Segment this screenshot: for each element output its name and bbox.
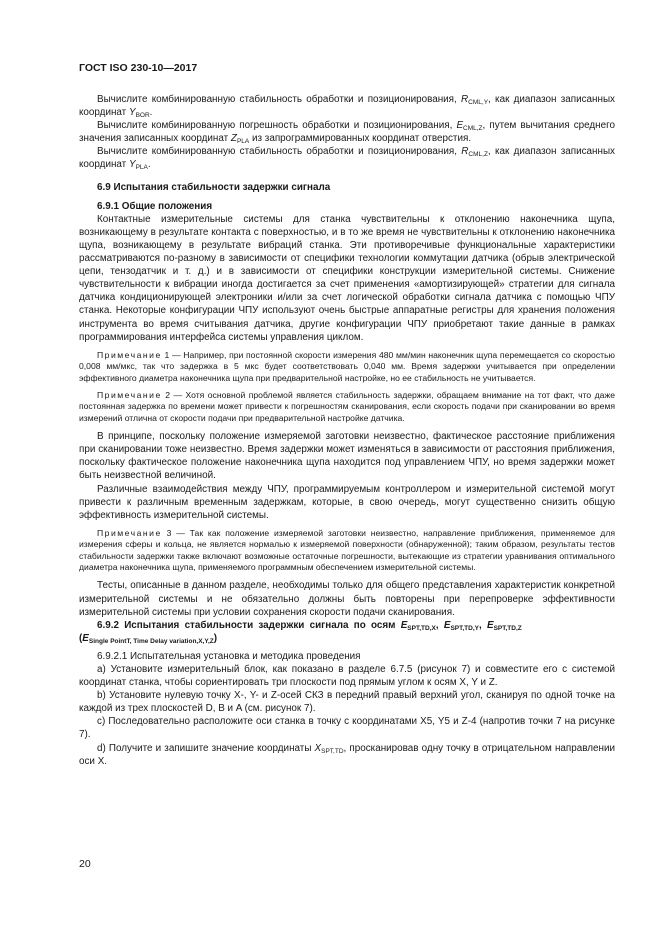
paragraph-e-cml-z: Вычислите комбинированную погрешность обработки и позиционирования, $E_{CML,Z}$, путем вычитания среднего значения записанных координат $Z_{PLA}$ из запрограммированных координат отверстия. bbox=[79, 120, 615, 146]
paragraph-r-cml-y: Вычислите комбинированную стабильность обработки и позиционирования, $R_{CML,Y}$, как диапазон записанных координат $Y_{BOR}$. bbox=[79, 94, 615, 120]
step-a: a) Установите измерительный блок, как показано в разделе 6.7.5 (рисунок 7) и совместите его с системой координат станка, чтобы сориентировать три плоскости под прямым углом к осям X, Y и Z. bbox=[79, 663, 615, 689]
step-d: d) Получите и запишите значение координаты $X_{SPT,TD}$, просканировав одну точку в отрицательном направлении оси X. bbox=[79, 742, 615, 767]
document-header: ГОСТ ISO 230-10—2017 bbox=[79, 62, 198, 74]
paragraph-general: Контактные измерительные системы для станка чувствительны к отклонению наконечника щупа, возникающему в результате контакта с поверхностью, и в то же время не чувствительны к отклонению наконечника щупа, возникающему в результате вибраций станка. Эти противоречивые функциональные характеристики рассматриваются по-разному в зависимости от специфики технологии коммутации датчика (обрыв электрической цепи, тензодатчик и т. д.) и в зависимости от специфики конструкции измерительной системы. Снижение чувствительности к вибрации иногда достигается за счет применения «амортизирующей» стратегии для сигнала датчика кондиционирующей электроники и/или за счет логической обработки сигнала датчика с помощью ЧПУ станка. Некоторые конфигурации ЧПУ используют очень быстрые аппаратные регистры для хранения положения инструмента во время считывания датчика, другие конфигурации ЧПУ приобретают такие данные в рамках программирования интерфейса системы управления циклом. bbox=[79, 213, 615, 343]
note-2: Примечание 2 — Хотя основной проблемой является стабильность задержки, обращаем внимание на тот факт, что даже постоянная задержка по времени может привести к погрешностям сканирования, если скорость подачи при сканировании во время измерений отлична от скорости подачи при предварительной настройке датчика. bbox=[79, 389, 615, 423]
note-1: Примечание 1 — Например, при постоянной скорости измерения 480 мм/мин наконечник щупа перемещается со скоростью 0,008 мм/мкс, так что задержка в 5 мкс будет соответствовать 0,040 мм. Время задержки учитывается при определении эффективного диаметра наконечника щупа при предварительной настройке, но ее стабильность не учитывается. bbox=[79, 349, 615, 383]
paragraph-tests: Тесты, описанные в данном разделе, необходимы только для общего представления характеристик конкретной измерительной системы и не обязательно должны быть повторены при перепроверке эффективности измерительной системы при условии сохранения скорости подачи сканирования. bbox=[79, 580, 615, 618]
section-heading-6-9-2: 6.9.2 Испытания стабильности задержки сигнала по осям $E_{SPT,TD,X}$, $E_{SPT,TD,Y}$, $E_{SPT,TD,Z}$ $(E_{Single PointT, Time Delay variation,X,Y,Z})$ bbox=[79, 619, 522, 645]
step-b: b) Установите нулевую точку X-, Y- и Z-осей СКЗ в передний правый верхний угол, сканируя по одной точке на каждой из трех плоскостей D, B и A (см. рисунок 7). bbox=[79, 690, 615, 715]
page-body bbox=[79, 93, 615, 768]
subsection-heading-6-9-2-1: 6.9.2.1 Испытательная установка и методика проведения bbox=[97, 650, 361, 662]
paragraph-r-cml-z: Вычислите комбинированную стабильность обработки и позиционирования, $R_{CML,Z}$, как диапазон записанных координат $Y_{PLA}$. bbox=[79, 146, 615, 172]
section-heading-6-9: 6.9 Испытания стабильности задержки сигнала bbox=[97, 181, 331, 193]
section-heading-6-9-1: 6.9.1 Общие положения bbox=[97, 200, 213, 212]
paragraph-principle: В принципе, поскольку положение измеряемой заготовки неизвестно, фактическое расстояние приближения при сканировании тоже неизвестно. Время задержки может изменяться в зависимости от расстояния приближения, поскольку фактическое положение наконечника щупа находится под управлением ЧПУ, но время задержки может быть неизвестной величиной. bbox=[79, 431, 615, 482]
paragraph-interactions: Различные взаимодействия между ЧПУ, программируемым контроллером и измерительной системой могут привести к различным временным задержкам, которые, в свою очередь, могут существенно снизить общую эффективность измерительной системы. bbox=[79, 483, 615, 521]
note-3: Примечание 3 — Так как положение измеряемой заготовки неизвестно, направление приближения, применяемое для измерения сферы и кольца, не является нормалью к измеряемой поверхности (обнаруженной); таким образом, результаты тестов стабильности задержки также включают возможные остаточные погрешности, вытекающие из стратегии уравнивания оптимального диаметра наконечника щупа, применяемого программным обеспечением измерительной системы. bbox=[79, 527, 615, 572]
page-number: 20 bbox=[79, 858, 91, 870]
step-c: c) Последовательно расположите оси станка в точку с координатами X5, Y5 и Z-4 (напротив точки 7 на рисунке 7). bbox=[79, 716, 615, 741]
